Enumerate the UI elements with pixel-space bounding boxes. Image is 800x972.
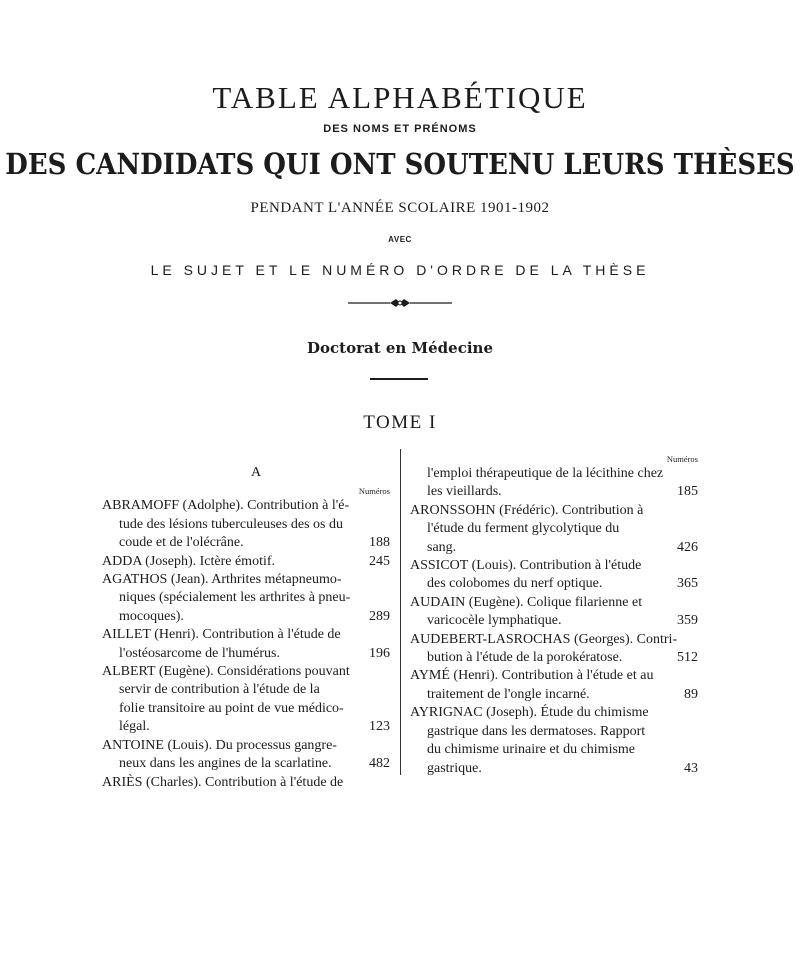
- list-item: [410, 557, 698, 594]
- entry-line: du chimisme urinaire et du chimisme: [427, 742, 636, 758]
- list-item: [102, 497, 390, 552]
- entry-line: traitement de l'ongle incarné.: [427, 686, 590, 702]
- entry-line: AUDEBERT-LASROCHAS (Georges). Contri-: [410, 631, 678, 647]
- list-item: [410, 631, 698, 668]
- entry-last-line: [102, 718, 390, 736]
- list-item: [102, 626, 390, 663]
- entry-line: des colobomes du nerf optique.: [427, 576, 603, 592]
- list-item: [102, 553, 390, 571]
- entry-last-line: [410, 686, 698, 704]
- entry-last-line: [410, 575, 698, 593]
- thesis-number: 512: [677, 650, 698, 666]
- entry-line: légal.: [119, 719, 150, 735]
- subject-line: LE SUJET ET LE NUMÉRO D'ORDRE DE LA THÈSE: [150, 262, 650, 278]
- entry-last-line: [102, 534, 390, 552]
- entry-last-line: [410, 649, 698, 667]
- entry-line: mocoques).: [119, 608, 184, 624]
- list-item: [102, 737, 390, 774]
- list-item: [102, 774, 390, 792]
- entry-line: ANTOINE (Louis). Du processus gangre-: [102, 737, 337, 753]
- entry-line: servir de contribution à l'étude de la: [119, 682, 320, 698]
- entry-line: coude et de l'olécrâne.: [119, 535, 244, 551]
- entry-line: ABRAMOFF (Adolphe). Contribution à l'é-: [102, 498, 350, 514]
- tome-label: TOME I: [363, 412, 437, 433]
- list-item: [410, 594, 698, 631]
- entry-last-line: [102, 608, 390, 626]
- entry-line: AUDAIN (Eugène). Colique filarienne et: [410, 594, 643, 610]
- entry-line: tude des lésions tuberculeuses des os du: [119, 516, 343, 532]
- school-year: PENDANT L'ANNÉE SCOLAIRE 1901-1902: [250, 200, 550, 216]
- entry-line: ARIÈS (Charles). Contribution à l'étude de: [102, 774, 344, 790]
- list-item: [410, 704, 698, 778]
- numbers-header: Numéros: [666, 454, 698, 464]
- entry-line: ADDA (Joseph). Ictère émotif.: [102, 553, 276, 569]
- thesis-number: 123: [369, 719, 390, 735]
- thesis-number: 185: [677, 484, 698, 500]
- entry-line: ALBERT (Eugène). Considérations pouvant: [102, 664, 350, 680]
- entry-line: sang.: [427, 539, 457, 555]
- list-item: [410, 667, 698, 704]
- entry-line: ASSICOT (Louis). Contribution à l'étude: [410, 558, 642, 574]
- column-divider: [400, 449, 401, 775]
- thesis-number: 426: [677, 539, 698, 555]
- entry-line: niques (spécialement les arthrites à pneu-: [119, 590, 351, 606]
- section-title: Doctorat en Médecine: [307, 339, 493, 357]
- letter-heading: A: [250, 465, 262, 480]
- list-item: [102, 571, 390, 626]
- entry-line: varicocèle lymphatique.: [427, 613, 562, 629]
- entry-last-line: [102, 645, 390, 663]
- page-subtitle: DES NOMS ET PRÉNOMS: [323, 123, 477, 135]
- right-column: [410, 454, 698, 778]
- entry-last-line: [102, 553, 390, 571]
- entry-line: neux dans les angines de la scarlatine.: [119, 756, 332, 772]
- thesis-number: 245: [369, 553, 390, 569]
- entry-line: folie transitoire au point de vue médico-: [119, 700, 344, 716]
- thesis-number: 89: [684, 686, 698, 702]
- thesis-number: 365: [677, 576, 698, 592]
- list-item: [410, 465, 698, 502]
- list-item: [410, 502, 698, 557]
- thesis-number: 289: [369, 608, 390, 624]
- thesis-number: 196: [369, 645, 390, 661]
- entry-line: l'étude du ferment glycolytique du: [427, 521, 620, 537]
- entry-line: l'ostéosarcome de l'humérus.: [119, 645, 280, 661]
- entry-last-line: [102, 755, 390, 773]
- entry-line: l'emploi thérapeutique de la lécithine chez: [427, 466, 664, 481]
- left-column: [102, 464, 390, 792]
- section-rule: [370, 378, 428, 380]
- list-item: [102, 663, 390, 737]
- entry-line: ARONSSOHN (Frédéric). Contribution à: [410, 502, 644, 518]
- entry-last-line: [410, 760, 698, 778]
- entry-line: gastrique.: [427, 760, 482, 776]
- entry-line: bution à l'étude de la porokératose.: [427, 650, 623, 666]
- entry-line: AYMÉ (Henri). Contribution à l'étude et au: [410, 668, 654, 684]
- entry-line: les vieillards.: [427, 484, 502, 500]
- thesis-number: 482: [369, 756, 390, 772]
- entry-line: AYRIGNAC (Joseph). Étude du chimisme: [410, 705, 649, 721]
- page-heading: DES CANDIDATS QUI ONT SOUTENU LEURS THÈSES: [5, 148, 795, 182]
- entry-last-line: [410, 612, 698, 630]
- entry-line: gastrique dans les dermatoses. Rapport: [427, 723, 646, 739]
- thesis-number: 43: [684, 760, 698, 776]
- page-title: TABLE ALPHABÉTIQUE: [212, 80, 588, 115]
- avec-label: AVEC: [388, 235, 412, 244]
- numbers-header: Numéros: [358, 486, 390, 497]
- entry-last-line: [410, 483, 698, 501]
- ornament-divider-icon: [346, 296, 454, 310]
- entry-line: AILLET (Henri). Contribution à l'étude de: [102, 627, 341, 643]
- entry-last-line: [410, 539, 698, 557]
- thesis-number: 188: [369, 535, 390, 551]
- entry-line: AGATHOS (Jean). Arthrites métapneumo-: [102, 572, 342, 588]
- thesis-number: 359: [677, 613, 698, 629]
